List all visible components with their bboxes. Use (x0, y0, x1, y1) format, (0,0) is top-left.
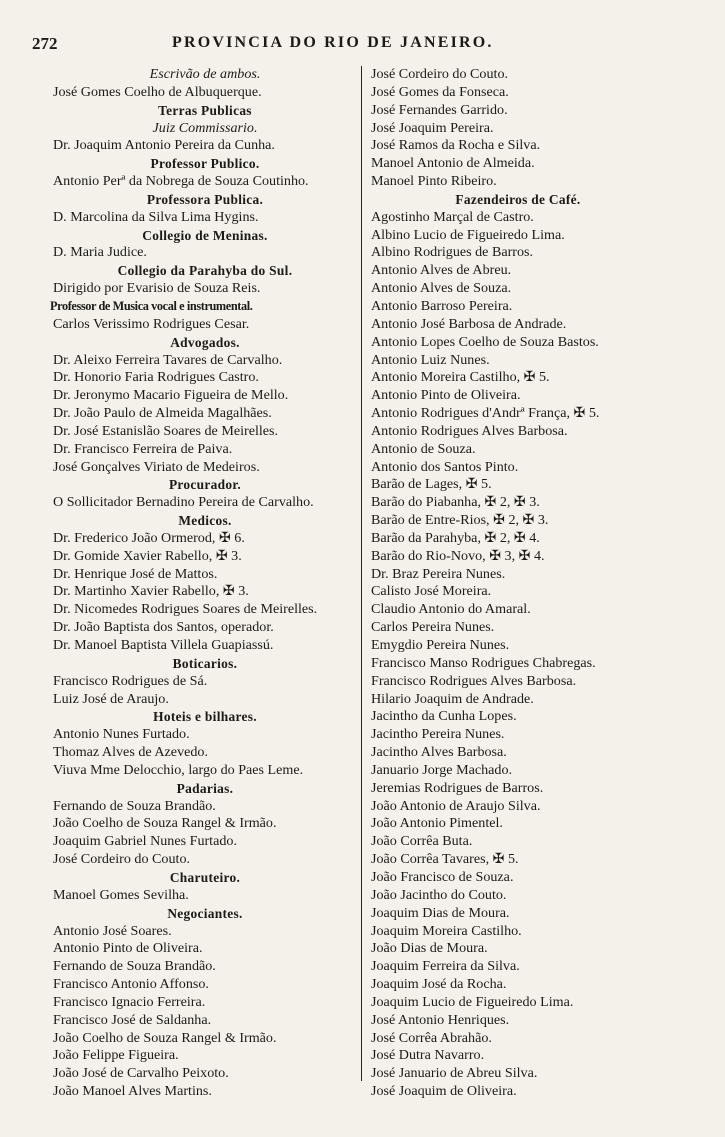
list-entry: Joaquim Lucio de Figueiredo Lima. (371, 993, 574, 1010)
list-entry: João Jacintho do Couto. (371, 886, 507, 903)
list-entry: Hilario Joaquim de Andrade. (371, 690, 534, 707)
list-entry: Antonio Perª da Nobrega de Souza Coutinho. (53, 173, 309, 190)
page-title: PROVINCIA DO RIO DE JANEIRO. (172, 34, 494, 51)
list-entry: Dr. Jeronymo Macario Figueira de Mello. (53, 387, 289, 404)
list-entry: José Fernandes Garrido. (371, 101, 508, 118)
list-entry: José Joaquim de Oliveira. (371, 1083, 517, 1100)
list-entry: José Gomes da Fonseca. (371, 83, 509, 100)
list-entry: Francisco Rodrigues de Sá. (53, 672, 208, 689)
list-entry: Antonio Lopes Coelho de Souza Bastos. (371, 333, 599, 350)
list-entry: Antonio Luiz Nunes. (371, 351, 490, 368)
list-entry: Dr. Martinho Xavier Rabello, ✠ 3. (53, 583, 249, 600)
page-number: 272 (32, 34, 58, 53)
list-entry: Manoel Gomes Sevilha. (53, 886, 189, 903)
list-entry: Barão de Lages, ✠ 5. (371, 476, 492, 493)
list-entry: Januario Jorge Machado. (371, 761, 513, 778)
section-heading: Padarias. (176, 780, 234, 796)
list-entry: José Joaquim Pereira. (371, 119, 494, 136)
list-entry: Barão de Entre-Rios, ✠ 2, ✠ 3. (371, 512, 549, 529)
list-entry: Dr. Nicomedes Rodrigues Soares de Meirelles. (53, 601, 318, 618)
list-entry: José Corrêa Abrahão. (371, 1029, 492, 1046)
list-entry: Emygdio Pereira Nunes. (371, 637, 510, 653)
list-entry: João José de Carvalho Peixoto. (53, 1065, 229, 1082)
list-entry: Dr. Francisco Ferreira de Paiva. (53, 440, 233, 457)
list-entry: Albino Rodrigues de Barros. (371, 244, 534, 261)
list-entry: José Cordeiro do Couto. (371, 66, 509, 82)
list-entry: Antonio de Souza. (371, 440, 476, 457)
list-entry: João Corrêa Buta. (371, 833, 473, 850)
list-entry: Joaquim Dias de Moura. (371, 904, 510, 921)
list-entry: Francisco Antonio Affonso. (53, 976, 209, 993)
list-entry: Barão do Rio-Novo, ✠ 3, ✠ 4. (371, 547, 545, 564)
list-entry: João Coelho de Souza Rangel & Irmão. (53, 1029, 277, 1046)
section-heading: Collegio da Parahyba do Sul. (117, 263, 293, 279)
list-entry: Dr. José Estanislão Soares de Meirelles. (53, 422, 279, 439)
list-entry: Dr. João Paulo de Almeida Magalhães. (53, 405, 272, 422)
list-entry: José Ramos da Rocha e Silva. (371, 137, 541, 154)
list-entry: Dr. Manoel Baptista Villela Guapiassú. (53, 637, 274, 653)
section-heading: Professor de Musica vocal e instrumental. (50, 298, 253, 313)
list-entry: Francisco José de Saldanha. (53, 1011, 212, 1028)
list-entry: Antonio Pinto de Oliveira. (53, 940, 203, 957)
list-entry: Viuva Mme Delocchio, largo do Paes Leme. (53, 761, 304, 778)
list-entry: José Gonçalves Viriato de Medeiros. (53, 458, 260, 475)
list-entry: Barão da Parahyba, ✠ 2, ✠ 4. (371, 529, 540, 546)
list-entry: José Cordeiro do Couto. (53, 851, 191, 868)
list-entry: Fernando de Souza Brandão. (53, 797, 216, 814)
list-entry: Joaquim José da Rocha. (371, 976, 507, 993)
section-heading: Terras Publicas (158, 102, 252, 118)
list-entry: Francisco Manso Rodrigues Chabregas. (371, 654, 596, 671)
section-heading: Collegio de Meninas. (142, 227, 268, 243)
list-entry: Manoel Pinto Ribeiro. (371, 173, 497, 190)
list-entry: Antonio Rodrigues d'Andrª França, ✠ 5. (371, 405, 600, 422)
list-entry: D. Marcolina da Silva Lima Hygins. (53, 208, 259, 225)
list-entry: João Francisco de Souza. (371, 868, 514, 885)
list-entry: Antonio Pinto de Oliveira. (371, 387, 521, 404)
list-entry: João Coelho de Souza Rangel & Irmão. (53, 815, 277, 832)
list-entry: Joaquim Gabriel Nunes Furtado. (53, 833, 237, 850)
list-entry: Jeremias Rodrigues de Barros. (371, 779, 544, 796)
list-entry: Joaquim Ferreira da Silva. (371, 958, 520, 975)
list-entry: Dr. Aleixo Ferreira Tavares de Carvalho. (53, 351, 283, 368)
list-entry: O Sollicitador Bernadino Pereira de Carvalho. (53, 494, 314, 511)
section-heading: Professor Publico. (150, 156, 260, 172)
column-divider (361, 66, 362, 1081)
list-entry: D. Maria Judice. (53, 244, 147, 261)
list-entry: Dr. Frederico João Ormerod, ✠ 6. (53, 529, 245, 546)
list-entry: Jacintho Pereira Nunes. (371, 726, 505, 743)
list-entry: João Dias de Moura. (371, 940, 488, 957)
list-entry: Calisto José Moreira. (371, 583, 492, 600)
list-entry: Agostinho Marçal de Castro. (371, 208, 534, 225)
section-heading: Medicos. (178, 513, 232, 529)
list-entry: José Januario de Abreu Silva. (371, 1065, 538, 1082)
list-entry: José Antonio Henriques. (371, 1011, 510, 1028)
list-entry: Antonio José Barbosa de Andrade. (371, 315, 567, 332)
list-entry: Albino Lucio de Figueiredo Lima. (371, 226, 565, 243)
list-entry: João Antonio Pimentel. (371, 815, 503, 832)
list-entry: José Gomes Coelho de Albuquerque. (53, 83, 262, 100)
list-entry: Jacintho Alves Barbosa. (371, 744, 507, 761)
section-heading: Negociantes. (167, 905, 243, 921)
list-entry: Carlos Verissimo Rodrigues Cesar. (53, 315, 250, 332)
section-heading: Hoteis e bilhares. (153, 709, 257, 725)
list-entry: Dr. Henrique José de Mattos. (53, 565, 218, 582)
section-heading: Procurador. (168, 477, 242, 493)
page-header (32, 34, 567, 56)
section-subheading: Escrivão de ambos. (149, 66, 261, 82)
list-entry: João Corrêa Tavares, ✠ 5. (371, 851, 519, 868)
list-entry: Thomaz Alves de Azevedo. (53, 744, 208, 761)
list-entry: João Antonio de Araujo Silva. (371, 797, 541, 814)
list-entry: Dr. Gomide Xavier Rabello, ✠ 3. (53, 547, 242, 564)
list-entry: Antonio Moreira Castilho, ✠ 5. (371, 369, 550, 386)
right-column (368, 66, 668, 1101)
list-entry: Antonio dos Santos Pinto. (371, 458, 519, 475)
list-entry: Dirigido por Evarisio de Souza Reis. (53, 280, 261, 297)
list-entry: Francisco Ignacio Ferreira. (53, 993, 206, 1010)
list-entry: Antonio Barroso Pereira. (371, 297, 513, 314)
list-entry: Barão do Piabanha, ✠ 2, ✠ 3. (371, 494, 540, 511)
list-entry: Fernando de Souza Brandão. (53, 958, 216, 975)
list-entry: Joaquim Moreira Castilho. (371, 922, 522, 939)
section-heading: Charuteiro. (169, 869, 241, 885)
section-heading: Fazendeiros de Café. (455, 191, 581, 207)
list-entry: Jacintho da Cunha Lopes. (371, 708, 517, 725)
list-entry: Francisco Rodrigues Alves Barbosa. (371, 672, 577, 689)
list-entry: Claudio Antonio do Amaral. (371, 601, 531, 618)
list-entry: Luiz José de Araujo. (53, 690, 169, 707)
list-entry: Dr. João Baptista dos Santos, operador. (53, 619, 274, 636)
list-entry: Dr. Braz Pereira Nunes. (371, 565, 506, 582)
list-entry: José Dutra Navarro. (371, 1047, 485, 1064)
list-entry: Carlos Pereira Nunes. (371, 619, 495, 636)
list-entry: Dr. Joaquim Antonio Pereira da Cunha. (53, 137, 275, 154)
left-column (50, 66, 360, 1101)
section-heading: Professora Publica. (146, 191, 264, 207)
section-heading: Advogados. (170, 334, 240, 350)
section-subheading: Juiz Commissario. (152, 119, 258, 136)
list-entry: Antonio Alves de Abreu. (371, 262, 512, 279)
list-entry: Antonio Alves de Souza. (371, 280, 512, 297)
list-entry: Antonio Rodrigues Alves Barbosa. (371, 422, 568, 439)
section-heading: Boticarios. (172, 655, 238, 671)
list-entry: Antonio José Soares. (53, 922, 172, 939)
list-entry: Manoel Antonio de Almeida. (371, 155, 535, 172)
list-entry: João Manoel Alves Martins. (53, 1083, 212, 1100)
list-entry: Antonio Nunes Furtado. (53, 726, 190, 743)
list-entry: João Felippe Figueira. (53, 1047, 179, 1064)
list-entry: Dr. Honorio Faria Rodrigues Castro. (53, 369, 259, 386)
